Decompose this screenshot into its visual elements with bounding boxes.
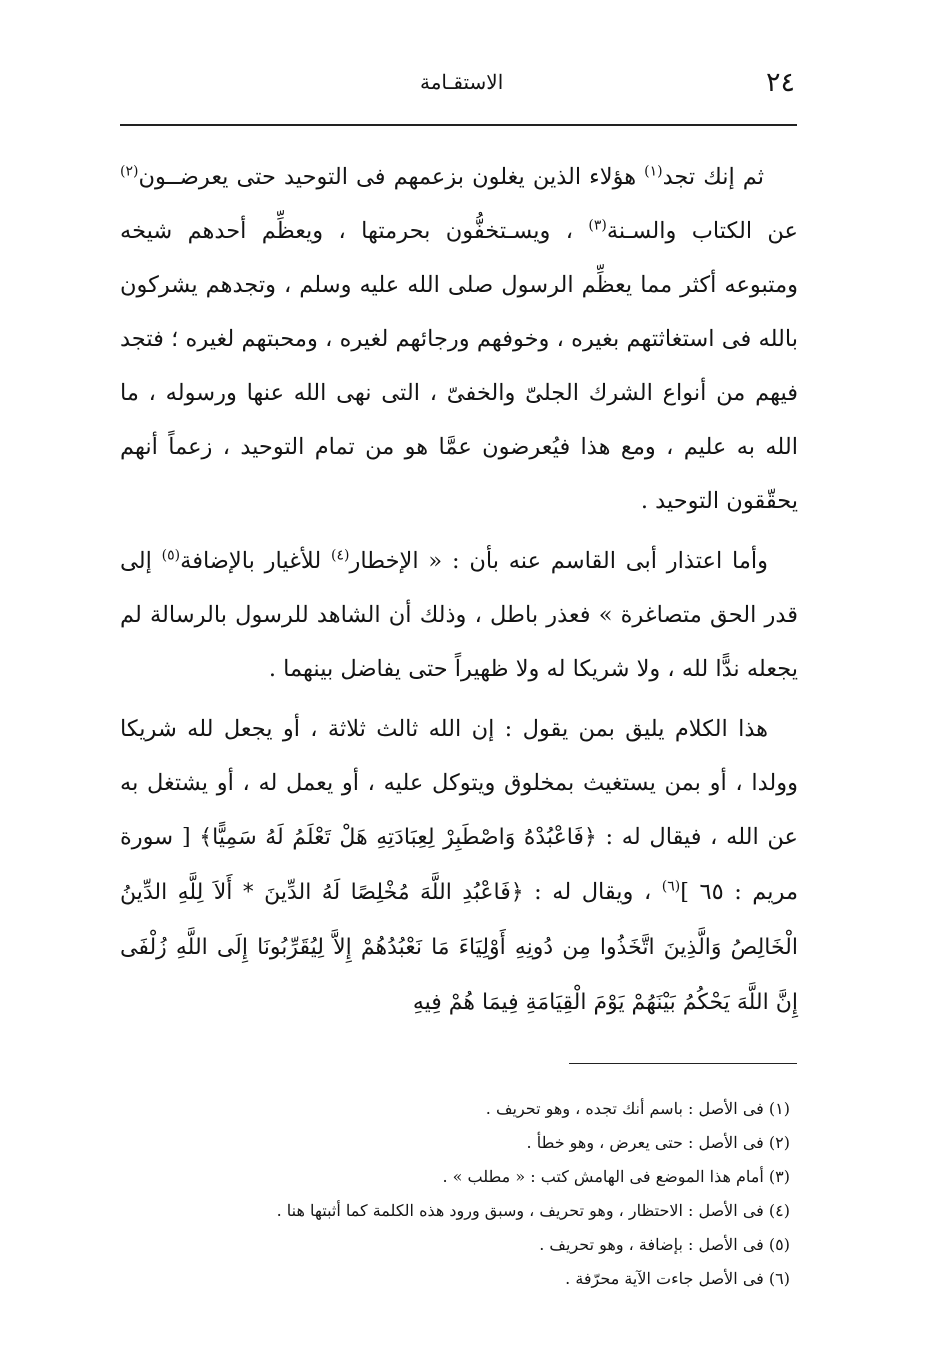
- main-text: [120, 150, 798, 1030]
- footnote: [150, 1092, 790, 1126]
- text: ، ويسـتخفُّون بحرمتها ، ويعظِّم أحدهم شيخه ومتبوعه أكثر مما يعظِّم الرسول صلى الله عليه وسلم ، وتجدهم يشركون بالله فى استغاثتهم بغيره ، وخوفهم ورجائهم لغيره ، ومحبتهم لغيره ؛ فتجد فيهم من أنواع الشرك الجلىّ والخفىّ ، التى نهى الله عنها ورسوله ، ما الله به عليم ، ومع هذا فيُعرضون عمَّا هو من تمام التوحيد ، زعماً أنهم يحقّقون التوحيد .: [120, 218, 798, 514]
- footnote-ref-2: (٢): [120, 163, 139, 180]
- footnote-text: فى الأصل جاءت الآية محرّفة .: [565, 1269, 769, 1288]
- footnote-text: أمام هذا الموضع فى الهامش كتب : « مطلب » .: [442, 1167, 769, 1186]
- footnote-text: فى الأصل : الاحتظار ، وهو تحريف ، وسبق ورود هذه الكلمة كما أثبتها هنا .: [276, 1201, 769, 1220]
- text: هذا الكلام يليق بمن يقول : إن الله ثالث ثلاثة ، أو يجعل لله شريكا وولدا ، أو بمن يستغيث بمخلوق ويتوكل عليه ، أو يعمل له ، أو يشتغل به عن الله ، فيقال له :: [120, 716, 798, 850]
- footnote-ref-4: (٤): [330, 547, 350, 564]
- footnote-number: (٢): [768, 1133, 790, 1152]
- footnotes: [150, 1092, 790, 1296]
- paragraph-3: [120, 702, 798, 1030]
- text: إلى قدر الحق متصاغرة » فعذر باطل ، وذلك أن الشاهد للرسول بالرسالة لم يجعله ندًّا لله ، ولا شريكا له ولا ظهيراً حتى يفاضل بينهما .: [120, 548, 798, 682]
- footnote-rule: [569, 1063, 797, 1064]
- running-title: الاستقـامة: [420, 70, 504, 94]
- footnote: [150, 1194, 790, 1228]
- header-rule: [120, 124, 797, 126]
- quran-verse: فَاعْبُدْهُ وَاصْطَبِرْ لِعِبَادَتِهِ هَلْ تَعْلَمُ لَهُ سَمِيًّا: [212, 825, 584, 850]
- text: وأما اعتذار أبى القاسم عنه بأن : « الإخطار: [349, 548, 769, 574]
- footnote-number: (٦): [768, 1269, 790, 1288]
- footnote-ref-6: (٦): [661, 878, 681, 895]
- footnote-number: (٣): [768, 1167, 790, 1186]
- quran-verse: فَاعْبُدِ اللَّهَ مُخْلِصًا لَهُ الدِّينَ * أَلاَ لِلَّهِ الدِّينُ الْخَالِصُ وَالَّذِينَ اتَّخَذُوا مِن دُونِهِ أَوْلِيَاءَ مَا نَعْبُدُهُمْ إِلاَّ لِيُقَرِّبُونَا إِلَى اللَّهِ زُلْفَى إِنَّ اللَّهَ يَحْكُمُ بَيْنَهُمْ يَوْمَ الْقِيَامَةِ فِيمَا هُمْ فِيهِ: [120, 880, 798, 1015]
- paragraph-2: [120, 534, 798, 696]
- footnote-ref-1: (١): [644, 163, 663, 180]
- footnote: [150, 1228, 790, 1262]
- footnote-ref-3: (٣): [588, 217, 607, 234]
- verse-reference: [ سورة مريم : ٦٥ ]: [120, 824, 799, 905]
- text: للأغيار بالإضافة: [180, 548, 331, 574]
- footnote-number: (٤): [768, 1201, 790, 1220]
- footnote-number: (٥): [768, 1235, 790, 1254]
- quran-bracket-open: ﴿: [510, 880, 524, 905]
- footnote-ref-5: (٥): [161, 547, 181, 564]
- text: ، ويقال له :: [523, 879, 662, 905]
- footnote: [150, 1160, 790, 1194]
- footnote: [150, 1126, 790, 1160]
- paragraph-1: [120, 150, 798, 528]
- text: ثم إنك تجد: [662, 164, 764, 190]
- footnote: [150, 1262, 790, 1296]
- footnote-text: فى الأصل : بإضافة ، وهو تحريف .: [539, 1235, 769, 1254]
- text: عن الكتاب والسـنة: [606, 218, 798, 244]
- footnote-number: (١): [768, 1099, 790, 1118]
- text: هؤلاء الذين يغلون بزعمهم فى التوحيد حتى يعرضــون: [138, 164, 645, 190]
- quran-bracket-open: ﴿: [583, 825, 597, 850]
- page-number: ٢٤: [765, 66, 795, 98]
- quran-bracket-close: ﴾: [199, 825, 213, 850]
- footnote-text: فى الأصل : باسم أنك تجده ، وهو تحريف .: [485, 1099, 769, 1118]
- footnote-text: فى الأصل : حتى يعرض ، وهو خطأ .: [526, 1133, 769, 1152]
- page-header: [120, 62, 795, 102]
